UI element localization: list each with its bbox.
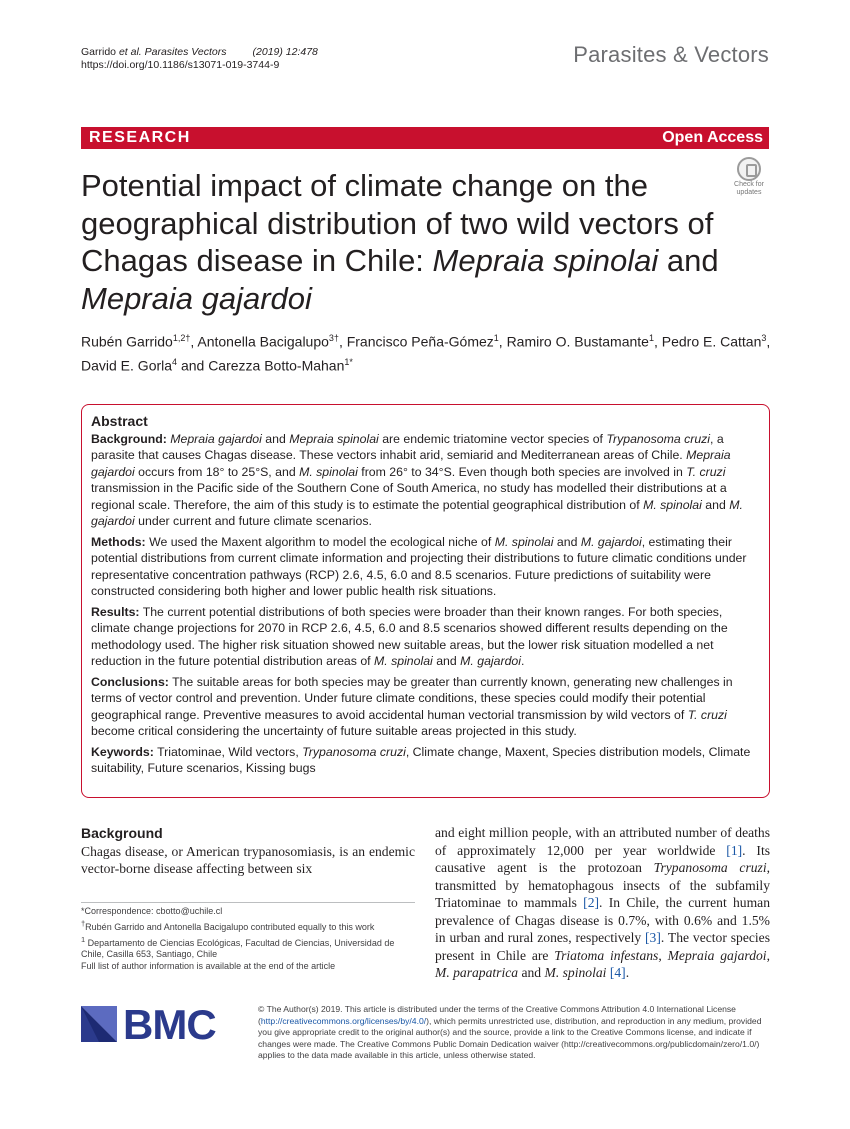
article-type: RESEARCH: [89, 129, 191, 146]
t: Rubén Garrido and Antonella Bacigalupo contributed equally to this work: [85, 921, 375, 932]
t: and: [701, 497, 730, 512]
t: from 26° to 34°S. Even though both species are involved in: [357, 464, 687, 479]
author-sup: 1*: [344, 356, 353, 367]
t: T. cruzi: [686, 464, 726, 479]
t: and: [553, 534, 581, 549]
label: Keywords:: [91, 744, 154, 759]
t: , transmitted by hematophagous insects of the subfamily Triatominae to mammals: [435, 860, 771, 910]
author[interactable]: , Francisco Peña-Gómez: [338, 333, 494, 350]
citation-authors: Garrido: [81, 46, 119, 58]
doi-link[interactable]: https://doi.org/10.1186/s13071-019-3744-9: [81, 59, 280, 71]
license-text: [258, 1004, 770, 1062]
t: M. gajardoi: [460, 654, 521, 668]
t: and: [432, 654, 461, 668]
license-link[interactable]: http://creativecommons.org/licenses/by/4.0/: [260, 1015, 427, 1026]
check-line2: updates: [736, 188, 762, 196]
t: . The vector species present in Chile are: [435, 930, 770, 963]
author-sup: 4: [172, 356, 178, 367]
author[interactable]: , Antonella Bacigalupo: [190, 333, 329, 350]
bmc-mark-icon: [81, 1006, 117, 1042]
t: Mepraia gajardoi: [91, 448, 731, 479]
t: We used the Maxent algorithm to model the ecological niche of: [145, 534, 495, 549]
t: © The Author(s) 2019. This article is distributed under the terms of the Creative Commons Attribution 4.0 International License (: [258, 1004, 736, 1026]
t: M. spinolai: [494, 534, 554, 549]
abstract-results: [91, 604, 760, 670]
t: , Climate change, Maxent, Species distribution models, Climate suitability, Future scenarios, Kissing bugs: [91, 744, 751, 775]
reference-link[interactable]: [1]: [726, 842, 743, 858]
t: Mepraia spinolai: [289, 431, 379, 446]
check-for-updates-badge[interactable]: [728, 157, 770, 197]
t: ,: [766, 947, 770, 963]
author-sup: 3†: [328, 333, 339, 343]
t: Mepraia gajardoi: [667, 947, 767, 963]
t: . Its causative agent is the protozoan: [435, 842, 771, 875]
body-text-left: Chagas disease, or American trypanosomiasis, is an endemic vector-borne disease affecting between six: [81, 844, 415, 876]
t: and eight million people, with an attributed number of deaths of approximately 12,000 per year worldwide: [435, 825, 770, 858]
t: are endemic triatomine vector species of: [378, 431, 607, 446]
t: Mepraia gajardoi: [170, 431, 262, 446]
bmc-logo-text: BMC: [123, 1001, 216, 1048]
correspondence-note[interactable]: *Correspondence: cbotto@uchile.cl: [81, 906, 223, 916]
t: , a parasite that causes Chagas disease. These vectors inhabit arid, semiarid and Mediterranean areas of Chile.: [91, 431, 724, 462]
t: M. parapatrica: [435, 965, 519, 980]
abstract-methods: [91, 534, 760, 600]
t: M. spinolai: [374, 654, 433, 668]
t: The current potential distributions of both species were broader than their known ranges. For both species, climate change projections for 2070 in RCP 2.6, 4.5, 6.0 and 8.5 scenarios showed different results depending on the methodology used. The higher risk situation showed new suitable areas, but the lower risk situation modelled a net reduction in the future potential distribution areas of: [91, 604, 728, 668]
check-for-updates-label: [728, 181, 770, 196]
t: Departamento de Ciencias Ecológicas, Facultad de Ciencias, Universidad de Chile, Casilla 653, Santiago, Chile: [81, 937, 395, 960]
article-type-banner: [81, 127, 769, 149]
affiliation-note: [81, 934, 415, 962]
body-left-column: [81, 825, 415, 877]
t: Triatoma infestans: [554, 947, 659, 963]
title-and: and: [658, 243, 719, 278]
author-sup: 3: [761, 333, 767, 343]
footnotes: [81, 902, 415, 973]
t: .: [521, 654, 525, 668]
t: . In Chile, the current human prevalence of Chagas disease is 0.7%, with 0.6% and 1.5% in urban and rural zones, respectively: [435, 895, 770, 945]
reference-link[interactable]: [3]: [645, 930, 661, 945]
label: Methods:: [91, 534, 146, 549]
citation-journal: et al. Parasites Vectors: [118, 46, 227, 58]
citation-year: (2019) 12:478: [252, 46, 318, 58]
t: and: [261, 431, 290, 446]
author-list: [81, 328, 771, 375]
t: M. gajardoi: [91, 497, 743, 528]
dagger: †: [81, 918, 86, 928]
t: M. spinolai: [544, 965, 607, 980]
t: T. cruzi: [687, 707, 727, 722]
t: become critical considering the uncertainty of future suitable areas projected in this study.: [91, 724, 577, 738]
body-right-column: [435, 824, 770, 982]
t: under current and future climate scenarios.: [134, 514, 372, 528]
title-species1: Mepraia spinolai: [432, 243, 659, 278]
label: Results:: [91, 604, 140, 619]
author[interactable]: and Carezza Botto-Mahan: [177, 357, 345, 374]
author-sup: 1: [493, 333, 499, 343]
t: Trypanosoma cruzi: [653, 860, 767, 875]
citation-header: [81, 46, 318, 72]
t: Trypanosoma cruzi: [302, 744, 406, 759]
title-species2: Mepraia gajardoi: [81, 280, 312, 316]
abstract-keywords: [91, 744, 760, 777]
author-info-note: Full list of author information is available at the end of the article: [81, 961, 336, 972]
author[interactable]: , Ramiro O. Bustamante: [498, 333, 649, 350]
t: The suitable areas for both species may be greater than currently known, generating new challenges in terms of vector control and prevention. Under future climate conditions, these species could modify their potential geographical range. Preventive measures to avoid accidental human vectorial transmission by wild vectors of: [91, 674, 733, 722]
author[interactable]: Rubén Garrido: [81, 333, 173, 350]
t: Trypanosoma cruzi: [606, 431, 711, 446]
abstract-box: [81, 404, 770, 798]
aff-sup: 1: [81, 934, 86, 944]
author-sup: 1: [648, 333, 654, 343]
t: .: [625, 965, 630, 980]
journal-name: Parasites & Vectors: [573, 42, 769, 67]
check-line1: Check for: [734, 181, 764, 188]
t: occurs from 18° to 25°S, and: [134, 464, 300, 479]
abstract-background: [91, 431, 760, 530]
label: Conclusions:: [91, 674, 169, 689]
t: ), which permits unrestricted use, distribution, and reproduction in any medium, provided you give appropriate credit to the original author(s) and the source, provide a link to the Creative Commons license, and indicate if changes were made. The Creative Commons Public Domain Dedication waiver (http://creativecommons.org/publicdomain/zero/1.0/) applies to the data made available in this article, unless otherwise stated.: [258, 1015, 762, 1061]
author[interactable]: , Pedro E. Cattan: [653, 333, 762, 350]
t: and: [518, 965, 545, 980]
t: M. spinolai: [643, 497, 702, 512]
abstract-conclusions: [91, 674, 760, 740]
bmc-logo: [81, 1001, 241, 1048]
t: ,: [658, 947, 668, 963]
bookmark-icon: [737, 157, 761, 181]
author[interactable]: , David E. Gorla: [81, 333, 771, 374]
label: Background:: [91, 431, 167, 446]
article-title: [81, 167, 731, 317]
reference-link[interactable]: [2]: [583, 895, 600, 910]
t: transmission in the Pacific side of the Southern Cone of South America, no study has modelled their distributions at a regional scale. Therefore, the aim of this study is to estimate the potential geographical distribution of: [91, 481, 727, 512]
open-access-label: Open Access: [662, 129, 763, 146]
t: M. gajardoi: [580, 534, 642, 549]
reference-link[interactable]: [4]: [609, 965, 626, 980]
t: M. spinolai: [299, 464, 358, 479]
section-heading-background: Background: [81, 825, 163, 841]
equal-contribution-note: [81, 918, 415, 934]
title-main: Potential impact of climate change on the geographical distribution of two wild vectors of Chagas disease in Chile:: [81, 168, 714, 278]
t: , estimating their potential distributions from current climate information and projecting their distributions to future climatic conditions under representative concentration pathways (RCP) 2.6, 4.5, 6.0 and 8.5 scenarios. Future predictions of suitability were constructed considering both higher and lower public health risk situations.: [91, 534, 747, 598]
abstract-heading: Abstract: [91, 413, 148, 429]
t: Triatominae, Wild vectors,: [153, 744, 303, 759]
author-sup: 1,2†: [172, 333, 191, 343]
